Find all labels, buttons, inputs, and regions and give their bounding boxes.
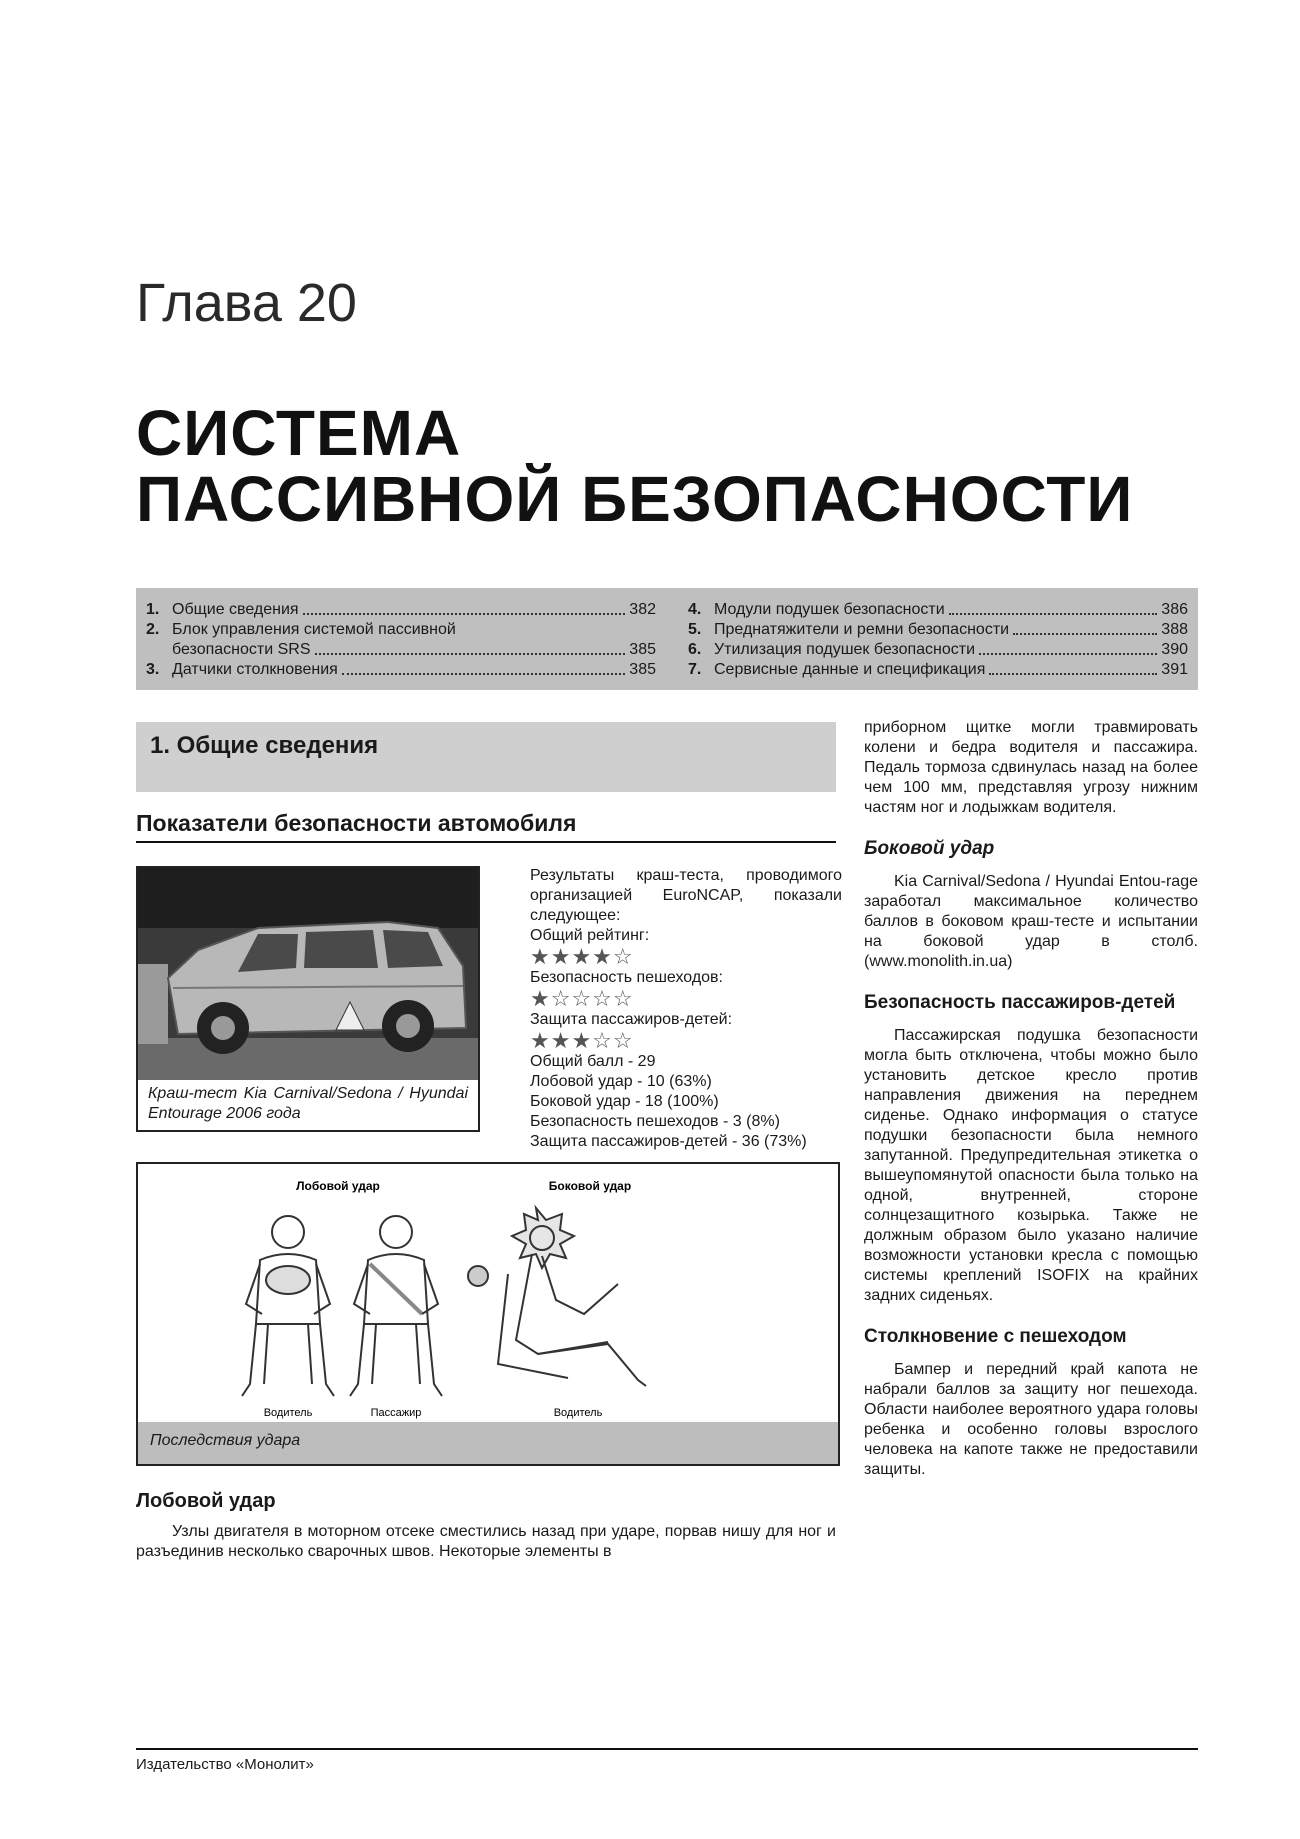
crash-test-photo xyxy=(136,866,480,1132)
toc-leader xyxy=(342,673,626,675)
toc-number: 1. xyxy=(146,601,160,618)
pedestrian-text: Бампер и передний край капота не набрали баллов за защиту ног пешехода. Области наиболее вероятного удара головы ребенка и особенно головы взрослого человека на капоте также не предоставили защиты. xyxy=(864,1361,1198,1478)
toc-item[interactable] xyxy=(688,640,1188,660)
crash-test-results xyxy=(530,866,842,1152)
title-line-1: СИСТЕМА xyxy=(136,397,462,469)
toc-text: Датчики столкновения xyxy=(172,661,338,678)
impact-diagram-figures xyxy=(138,1164,838,1422)
diagram-label-passenger: Пассажир xyxy=(370,1407,422,1419)
toc-number: 7. xyxy=(688,661,702,678)
toc-item[interactable] xyxy=(688,600,1188,620)
driver-figure xyxy=(242,1216,334,1396)
toc-item[interactable] xyxy=(688,620,1188,640)
front-impact-text: Узлы двигателя в моторном отсеке сместились назад при ударе, порвав нишу для ног и разъединив несколько сварочных швов. Некоторые элементы в xyxy=(136,1523,836,1560)
toc-number: 4. xyxy=(688,601,702,618)
toc-leader xyxy=(979,653,1157,655)
pedestrian-safety-stars: ★☆☆☆☆ xyxy=(530,986,634,1011)
diagram-label-driver-1: Водитель xyxy=(263,1407,313,1419)
child-protection-stars: ★★★☆☆ xyxy=(530,1028,634,1053)
toc-item-continuation[interactable] xyxy=(146,640,656,660)
driver-side-figure xyxy=(468,1208,646,1386)
toc-text: безопасности SRS xyxy=(172,641,311,658)
overall-rating-label: Общий рейтинг: xyxy=(530,927,650,944)
diagram-label-front: Лобовой удар xyxy=(296,1179,380,1193)
toc-page: 390 xyxy=(1161,641,1188,658)
front-impact-heading: Лобовой удар xyxy=(136,1490,276,1512)
toc-text: Сервисные данные и спецификация xyxy=(714,661,986,678)
toc-page: 391 xyxy=(1161,661,1188,678)
crash-test-car-image xyxy=(138,868,478,1080)
diagram-label-side: Боковой удар xyxy=(548,1179,632,1193)
toc-left-column xyxy=(146,600,656,680)
diagram-caption: Последствия удара xyxy=(150,1432,301,1449)
diagram-caption-bar xyxy=(138,1422,838,1464)
score-side: Боковой удар - 18 (100%) xyxy=(530,1093,719,1110)
score-child: Защита пассажиров-детей - 36 (73%) xyxy=(530,1133,807,1150)
impact-diagram xyxy=(136,1162,840,1466)
diagram-label-driver-2: Водитель xyxy=(553,1407,603,1419)
right-column xyxy=(864,718,1198,1480)
side-impact-text: Kia Carnival/Sedona / Hyundai Entou-rage заработал максимальное количество баллов в боковом краш-тесте и испытании на боковой удар в столб. (www.monolith.in.ua) xyxy=(864,873,1198,970)
page-title xyxy=(136,397,1134,535)
title-line-2: ПАССИВНОЙ БЕЗОПАСНОСТИ xyxy=(136,463,1134,535)
score-total: Общий балл - 29 xyxy=(530,1053,656,1070)
toc-number: 5. xyxy=(688,621,702,638)
toc-text: Утилизация подушек безопасности xyxy=(714,641,976,658)
section-header xyxy=(136,722,836,792)
toc-page: 385 xyxy=(629,661,656,678)
toc-number: 2. xyxy=(146,621,160,638)
toc-page: 385 xyxy=(629,641,656,658)
section-title: 1. Общие сведения xyxy=(150,732,379,759)
footer-divider xyxy=(136,1748,1198,1750)
toc-number: 3. xyxy=(146,661,160,678)
toc-leader xyxy=(303,613,626,615)
passenger-figure xyxy=(350,1216,442,1396)
toc-leader xyxy=(1013,633,1157,635)
pedestrian-safety-label: Безопасность пешеходов: xyxy=(530,969,723,986)
toc-leader xyxy=(989,673,1157,675)
continued-paragraph: приборном щитке могли травмировать колени и бедра водителя и пассажира. Педаль тормоза сдвинулась назад на более чем 100 мм, представляя угрозу нижним частям ног и лодыжкам водителя. xyxy=(864,719,1198,816)
toc-item[interactable] xyxy=(688,660,1188,680)
results-intro: Результаты краш-теста, проводимого организацией EuroNCAP, показали следующее: xyxy=(530,867,842,924)
toc-leader xyxy=(949,613,1158,615)
score-front: Лобовой удар - 10 (63%) xyxy=(530,1073,712,1090)
child-protection-label: Защита пассажиров-детей: xyxy=(530,1011,733,1028)
toc-text: Преднатяжители и ремни безопасности xyxy=(714,621,1010,638)
toc-number: 6. xyxy=(688,641,702,658)
toc-item[interactable] xyxy=(146,600,656,620)
pedestrian-heading: Столкновение с пешеходом xyxy=(864,1326,1127,1347)
footer-publisher: Издательство «Монолит» xyxy=(136,1756,314,1773)
subsection-title: Показатели безопасности автомобиля xyxy=(136,810,836,843)
toc-right-column xyxy=(688,600,1188,680)
child-safety-heading: Безопасность пассажиров-детей xyxy=(864,992,1176,1013)
score-pedestrian: Безопасность пешеходов - 3 (8%) xyxy=(530,1113,780,1130)
toc-item[interactable] xyxy=(146,620,656,640)
toc-item[interactable] xyxy=(146,660,656,680)
toc-page: 386 xyxy=(1161,601,1188,618)
child-safety-text: Пассажирская подушка безопасности могла быть отключена, чтобы можно было установить детское кресло против направления движения на переднем сиденье. Однако информация о статусе подушки безопасности была немного запутанной. Предупредительная этикетка о вышеупомянутой опасности была только на одной, внутренней, стороне солнцезащитного козырька. Также не должным образом было указано наличие возможности установки кресла с помощью системы креплений ISOFIX на крайних задних сиденьях. xyxy=(864,1027,1198,1304)
toc-page: 382 xyxy=(629,601,656,618)
chapter-label: Глава 20 xyxy=(136,273,357,333)
overall-rating-stars: ★★★★☆ xyxy=(530,944,634,969)
toc-leader xyxy=(315,653,626,655)
photo-caption: Краш-тест Kia Carnival/Sedona / Hyundai Entourage 2006 года xyxy=(148,1085,468,1122)
table-of-contents xyxy=(136,588,1198,690)
side-impact-heading: Боковой удар xyxy=(864,838,995,859)
toc-text: Общие сведения xyxy=(172,601,299,618)
toc-page: 388 xyxy=(1161,621,1188,638)
toc-text: Модули подушек безопасности xyxy=(714,601,945,618)
toc-text: Блок управления системой пассивной xyxy=(172,621,456,638)
